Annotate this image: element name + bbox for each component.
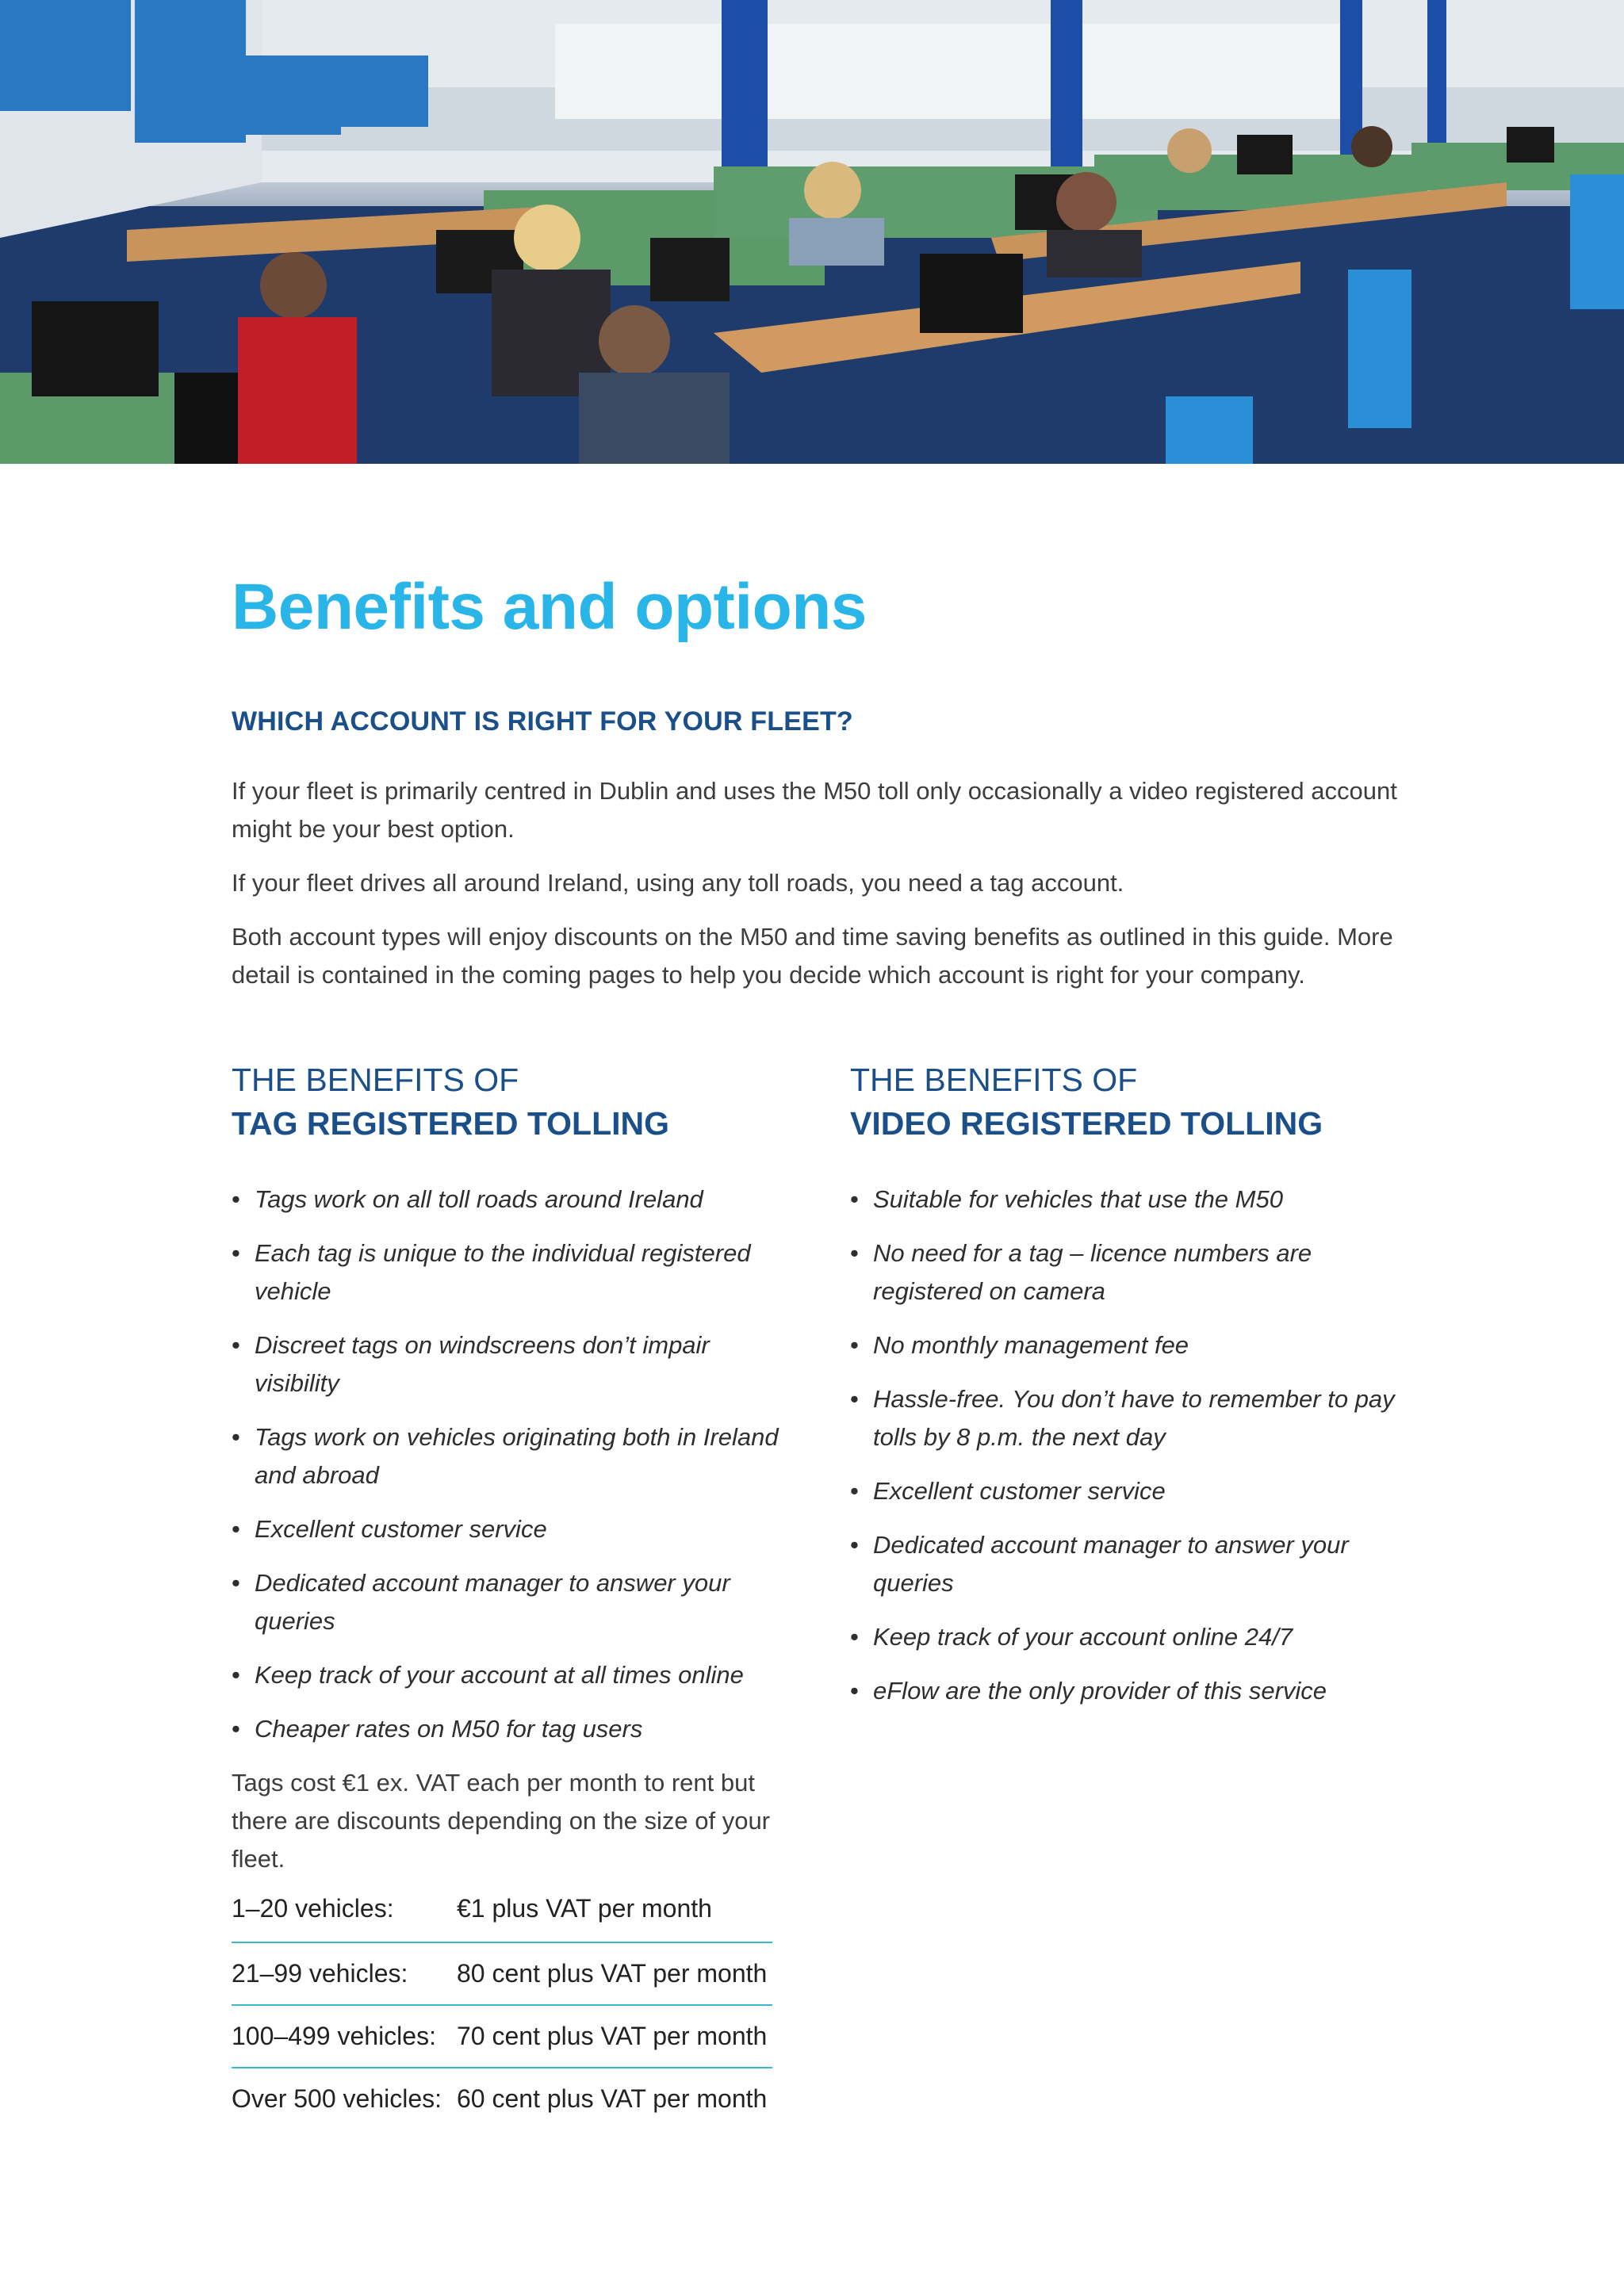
list-item-text: Excellent customer service: [255, 1515, 547, 1543]
header-photo: [0, 0, 1624, 464]
list-item: [850, 1672, 1397, 1710]
tag-pricing-note: Tags cost €1 ex. VAT each per month to rent but there are discounts depending on the size of your fleet.: [232, 1769, 771, 1873]
list-item-text: Each tag is unique to the individual registered vehicle: [255, 1239, 751, 1305]
pricing-rate: 70 cent plus VAT per month: [457, 2022, 768, 2050]
table-row: [232, 2006, 772, 2068]
video-benefits-list: [850, 1181, 1397, 1710]
pricing-quantity: Over 500 vehicles:: [232, 2084, 442, 2113]
list-item-text: Tags work on all toll roads around Ireland: [255, 1185, 703, 1213]
pricing-table: [232, 1894, 772, 2130]
video-heading-line1: THE BENEFITS OF: [850, 1062, 1138, 1098]
intro-paragraph: Both account types will enjoy discounts on the M50 and time saving benefits as outlined in this guide. More detail is contained in the coming pages to help you decide which account is right for your company.: [232, 923, 1393, 989]
list-item: [850, 1380, 1397, 1456]
bullet-icon: •: [850, 1531, 859, 1559]
list-item: [850, 1526, 1397, 1602]
bullet-icon: •: [850, 1385, 859, 1413]
bullet-icon: •: [232, 1715, 240, 1743]
page-title: Benefits and options: [232, 571, 867, 643]
pricing-quantity: 21–99 vehicles:: [232, 1959, 408, 1988]
bullet-icon: •: [232, 1569, 240, 1597]
list-item-text: Hassle-free. You don’t have to remember to pay tolls by 8 p.m. the next day: [873, 1385, 1395, 1451]
video-column-heading: [850, 1058, 1397, 1146]
bullet-icon: •: [232, 1423, 240, 1451]
office-photo-illustration: [0, 0, 1624, 464]
list-item-text: Discreet tags on windscreens don’t impair visibility: [255, 1331, 710, 1397]
tag-column-heading: [232, 1058, 779, 1146]
bullet-icon: •: [850, 1477, 859, 1505]
list-item: [850, 1472, 1397, 1510]
list-item-text: Excellent customer service: [873, 1477, 1166, 1505]
table-row: [232, 1894, 772, 1943]
list-item: [232, 1510, 779, 1548]
table-row: [232, 2068, 772, 2130]
list-item: [232, 1234, 779, 1311]
list-item-text: No need for a tag – licence numbers are registered on camera: [873, 1239, 1312, 1305]
list-item-text: eFlow are the only provider of this service: [873, 1677, 1327, 1705]
list-item: [232, 1710, 779, 1748]
tag-heading-line2: TAG REGISTERED TOLLING: [232, 1105, 669, 1142]
pricing-quantity: 1–20 vehicles:: [232, 1894, 394, 1923]
tag-heading-line1: THE BENEFITS OF: [232, 1062, 519, 1098]
video-heading-line2: VIDEO REGISTERED TOLLING: [850, 1105, 1323, 1142]
bullet-icon: •: [850, 1331, 859, 1359]
pricing-quantity: 100–499 vehicles:: [232, 2022, 436, 2050]
bullet-icon: •: [232, 1515, 240, 1543]
list-item-text: Keep track of your account at all times online: [255, 1661, 744, 1689]
bullet-icon: •: [850, 1677, 859, 1705]
list-item: [850, 1326, 1397, 1364]
list-item: [850, 1181, 1397, 1219]
pricing-rate: 80 cent plus VAT per month: [457, 1959, 768, 1988]
tag-benefits-list: [232, 1181, 779, 1748]
list-item-text: Dedicated account manager to answer your queries: [873, 1531, 1349, 1597]
bullet-icon: •: [850, 1239, 859, 1267]
bullet-icon: •: [232, 1331, 240, 1359]
tag-tolling-column: [232, 1058, 779, 2130]
bullet-icon: •: [232, 1185, 240, 1213]
list-item-text: No monthly management fee: [873, 1331, 1189, 1359]
intro-text: [232, 772, 1397, 1010]
list-item-text: Dedicated account manager to answer your queries: [255, 1569, 730, 1635]
table-row: [232, 1943, 772, 2006]
section-heading: WHICH ACCOUNT IS RIGHT FOR YOUR FLEET?: [232, 706, 853, 737]
list-item: [232, 1564, 779, 1640]
list-item: [232, 1181, 779, 1219]
intro-paragraph: If your fleet drives all around Ireland, using any toll roads, you need a tag account.: [232, 869, 1124, 897]
list-item-text: Tags work on vehicles originating both in Ireland and abroad: [255, 1423, 779, 1489]
list-item: [850, 1234, 1397, 1311]
bullet-icon: •: [850, 1185, 859, 1213]
list-item: [232, 1326, 779, 1402]
list-item: [850, 1618, 1397, 1656]
main-content: [232, 571, 1397, 2113]
list-item: [232, 1418, 779, 1494]
pricing-rate: 60 cent plus VAT per month: [457, 2084, 768, 2113]
video-tolling-column: [850, 1058, 1397, 1726]
list-item-text: Keep track of your account online 24/7: [873, 1623, 1293, 1651]
list-item: [232, 1656, 779, 1694]
pricing-rate: €1 plus VAT per month: [457, 1894, 712, 1923]
bullet-icon: •: [850, 1623, 859, 1651]
list-item-text: Suitable for vehicles that use the M50: [873, 1185, 1283, 1213]
bullet-icon: •: [232, 1661, 240, 1689]
bullet-icon: •: [232, 1239, 240, 1267]
list-item-text: Cheaper rates on M50 for tag users: [255, 1715, 643, 1743]
intro-paragraph: If your fleet is primarily centred in Dublin and uses the M50 toll only occasionally a video registered account might be your best option.: [232, 777, 1397, 843]
